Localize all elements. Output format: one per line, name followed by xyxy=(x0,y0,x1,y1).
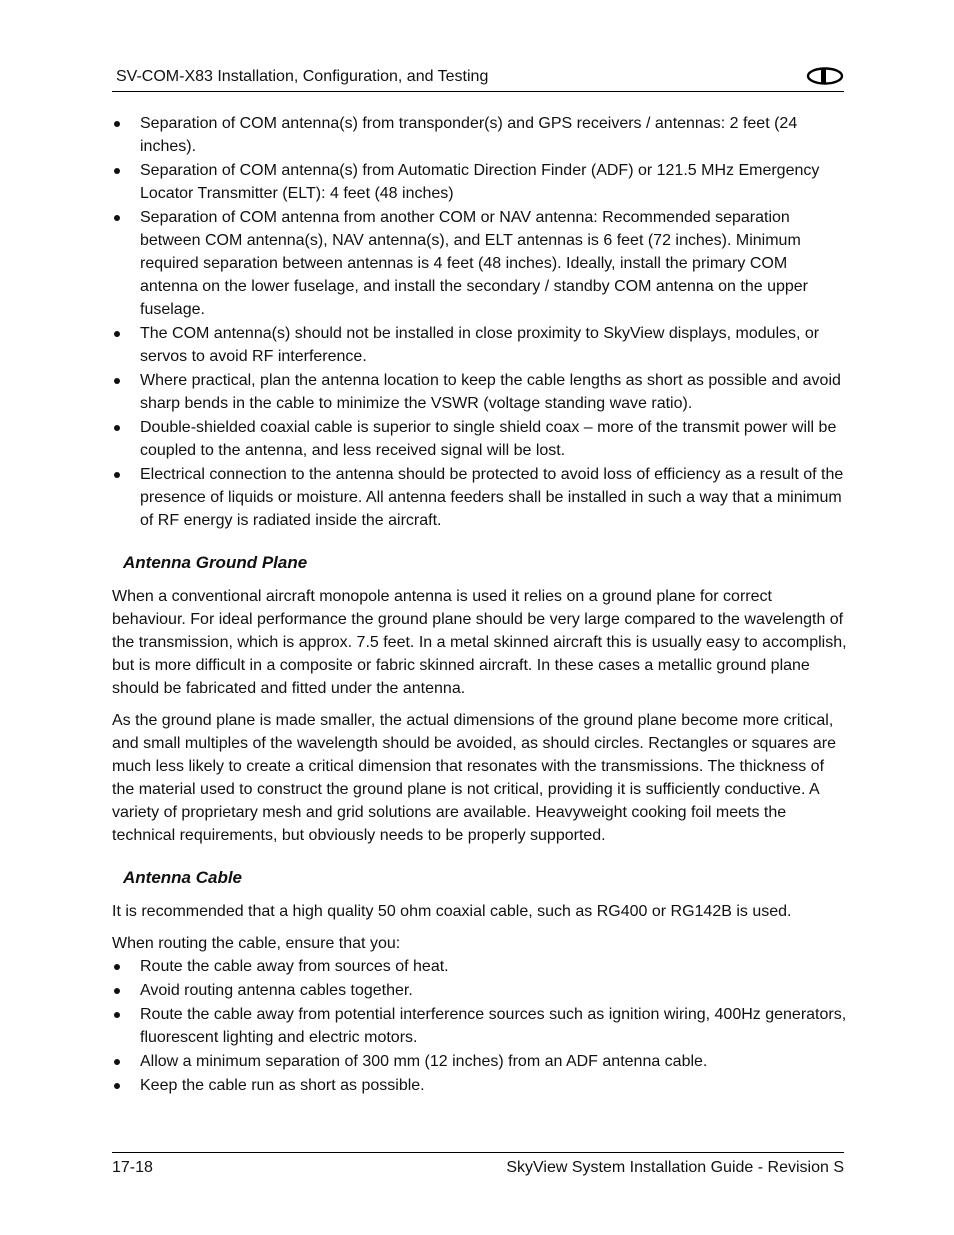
bullet-icon xyxy=(114,331,120,337)
bullet-icon xyxy=(114,1083,120,1089)
list-item: Separation of COM antenna(s) from transponder(s) and GPS receivers / antennas: 2 feet (24 inches). xyxy=(112,112,847,158)
list-item: The COM antenna(s) should not be installed in close proximity to SkyView displays, modules, or servos to avoid RF interference. xyxy=(112,322,847,368)
list-item: Double-shielded coaxial cable is superior to single shield coax – more of the transmit power will be coupled to the antenna, and less received signal will be lost. xyxy=(112,416,847,462)
ground-plane-paragraph: As the ground plane is made smaller, the actual dimensions of the ground plane become more critical, and small multiples of the wavelength should be avoided, as should circles. Rectangles or squares are much less likely to create a critical dimension that resonates with the transmissions. The thickness of the material used to construct the ground plane is not critical, providing it is sufficiently conductive. A variety of proprietary mesh and grid solutions are available. Heavyweight cooking foil meets the technical requirements, but obviously needs to be properly supported. xyxy=(112,712,836,844)
list-item: Keep the cable run as short as possible. xyxy=(112,1074,847,1097)
list-item: Where practical, plan the antenna location to keep the cable lengths as short as possible and avoid sharp bends in the cable to minimize the VSWR (voltage standing wave ratio). xyxy=(112,369,847,415)
list-item: Electrical connection to the antenna should be protected to avoid loss of efficiency as a result of the presence of liquids or moisture. All antenna feeders shall be installed in such a way that a minimum of RF energy is radiated inside the aircraft. xyxy=(112,463,847,532)
header-title: SV-COM-X83 Installation, Configuration, and Testing xyxy=(116,68,489,85)
page-header xyxy=(112,64,844,92)
dynon-logo-icon xyxy=(806,67,844,85)
cable-routing-list xyxy=(112,955,847,1097)
bullet-icon xyxy=(114,425,120,431)
antenna-separation-list xyxy=(112,112,847,532)
bullet-icon xyxy=(114,472,120,478)
page-number: 17-18 xyxy=(112,1159,153,1176)
bullet-icon xyxy=(114,168,120,174)
page-footer xyxy=(112,1152,844,1183)
list-item: Separation of COM antenna from another COM or NAV antenna: Recommended separation between COM antenna(s), NAV antenna(s), and ELT antennas is 6 feet (72 inches). Minimum required separation between antennas is 4 feet (48 inches). Ideally, install the primary COM antenna on the lower fuselage, and install the secondary / standby COM antenna on the upper fuselage. xyxy=(112,206,847,321)
antenna-cable-heading: Antenna Cable xyxy=(123,868,243,887)
bullet-icon xyxy=(114,121,120,127)
ground-plane-paragraph: When a conventional aircraft monopole antenna is used it relies on a ground plane for correct behaviour. For ideal performance the ground plane should be very large compared to the wavelength of the transmission, which is approx. 7.5 feet. In a metal skinned aircraft this is usually easy to accomplish, but is more difficult in a composite or fabric skinned aircraft. In these cases a metallic ground plane should be fabricated and fitted under the antenna. xyxy=(112,588,847,697)
list-item: Route the cable away from potential interference sources such as ignition wiring, 400Hz generators, fluorescent lighting and electric motors. xyxy=(112,1003,847,1049)
bullet-icon xyxy=(114,378,120,384)
bullet-icon xyxy=(114,215,120,221)
bullet-icon xyxy=(114,988,120,994)
cable-intro-paragraph: It is recommended that a high quality 50 ohm coaxial cable, such as RG400 or RG142B is used. xyxy=(112,903,792,920)
list-item: Separation of COM antenna(s) from Automatic Direction Finder (ADF) or 121.5 MHz Emergency Locator Transmitter (ELT): 4 feet (48 inches) xyxy=(112,159,847,205)
bullet-icon xyxy=(114,964,120,970)
list-item: Route the cable away from sources of heat. xyxy=(112,955,847,978)
page-content xyxy=(112,112,847,1098)
bullet-icon xyxy=(114,1012,120,1018)
bullet-icon xyxy=(114,1059,120,1065)
footer-doc-title: SkyView System Installation Guide - Revision S xyxy=(506,1159,844,1176)
ground-plane-heading: Antenna Ground Plane xyxy=(123,553,308,572)
list-item: Avoid routing antenna cables together. xyxy=(112,979,847,1002)
cable-lead-paragraph: When routing the cable, ensure that you: xyxy=(112,935,401,952)
list-item: Allow a minimum separation of 300 mm (12 inches) from an ADF antenna cable. xyxy=(112,1050,847,1073)
